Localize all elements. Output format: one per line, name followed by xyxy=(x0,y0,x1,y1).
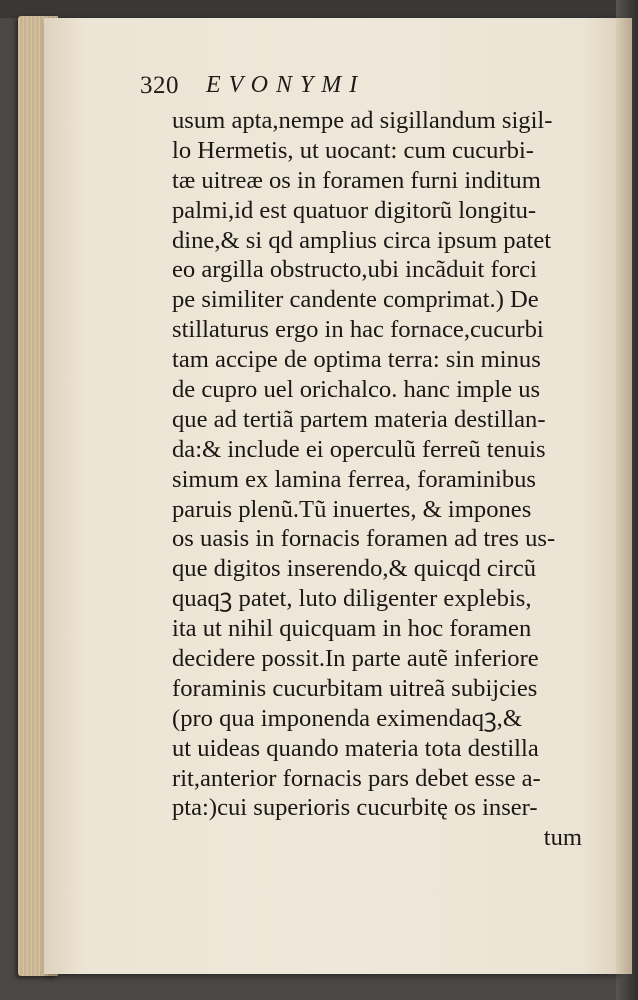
text-line: pta:)cui superioris cucurbitę os inser- xyxy=(172,794,538,822)
text-line: decidere possit.In parte autẽ inferiore xyxy=(172,645,539,673)
book-gutter xyxy=(616,18,632,974)
text-line: pe similiter candente comprimat.) De xyxy=(172,286,539,314)
text-line: palmi,id est quatuor digitorũ longitu- xyxy=(172,196,537,224)
running-head: EVONYMI xyxy=(206,72,366,98)
text-line: dine,& si qd amplius circa ipsum patet xyxy=(172,226,552,254)
text-line: stillaturus ergo in hac fornace,cucurbi xyxy=(172,316,544,344)
text-line: simum ex lamina ferrea, foraminibus xyxy=(172,465,537,493)
text-line: usum apta,nempe ad sigillandum sigil- xyxy=(172,107,553,134)
text-line: da:& include ei operculũ ferreũ tenuis xyxy=(172,435,546,463)
page-number: 320 xyxy=(140,72,179,99)
text-line: tæ uitreæ os in foramen furni inditum xyxy=(172,166,541,194)
text-line: que digitos inserendo,& quicqd circũ xyxy=(172,555,537,583)
text-line: foraminis cucurbitam uitreã subijcies xyxy=(172,674,538,702)
text-line: ut uideas quando materia tota destilla xyxy=(172,734,539,762)
text-line: eo argilla obstructo,ubi incãduit forci xyxy=(172,256,537,284)
catchword: tum xyxy=(543,824,582,852)
text-line: rit,anterior fornacis pars debet esse a- xyxy=(172,764,541,792)
text-line: lo Hermetis, ut uocant: cum cucurbi- xyxy=(172,136,534,164)
text-line: (pro qua imponenda eximendaqꝫ,& xyxy=(172,704,522,732)
scan-backdrop-top xyxy=(0,0,638,18)
page-header xyxy=(140,60,500,100)
text-line: quaqꝫ patet, luto diligenter explebis, xyxy=(172,585,532,613)
text-line: paruis plenũ.Tũ inuertes, & impones xyxy=(172,495,532,523)
body-text xyxy=(172,106,592,853)
text-line: de cupro uel orichalco. hanc imple us xyxy=(172,376,541,404)
text-line: ita ut nihil quicquam in hoc foramen xyxy=(172,615,532,643)
text-line: tam accipe de optima terra: sin minus xyxy=(172,346,541,374)
text-line: que ad tertiã partem materia destillan- xyxy=(172,405,546,433)
text-line: os uasis in fornacis foramen ad tres us- xyxy=(172,525,556,553)
